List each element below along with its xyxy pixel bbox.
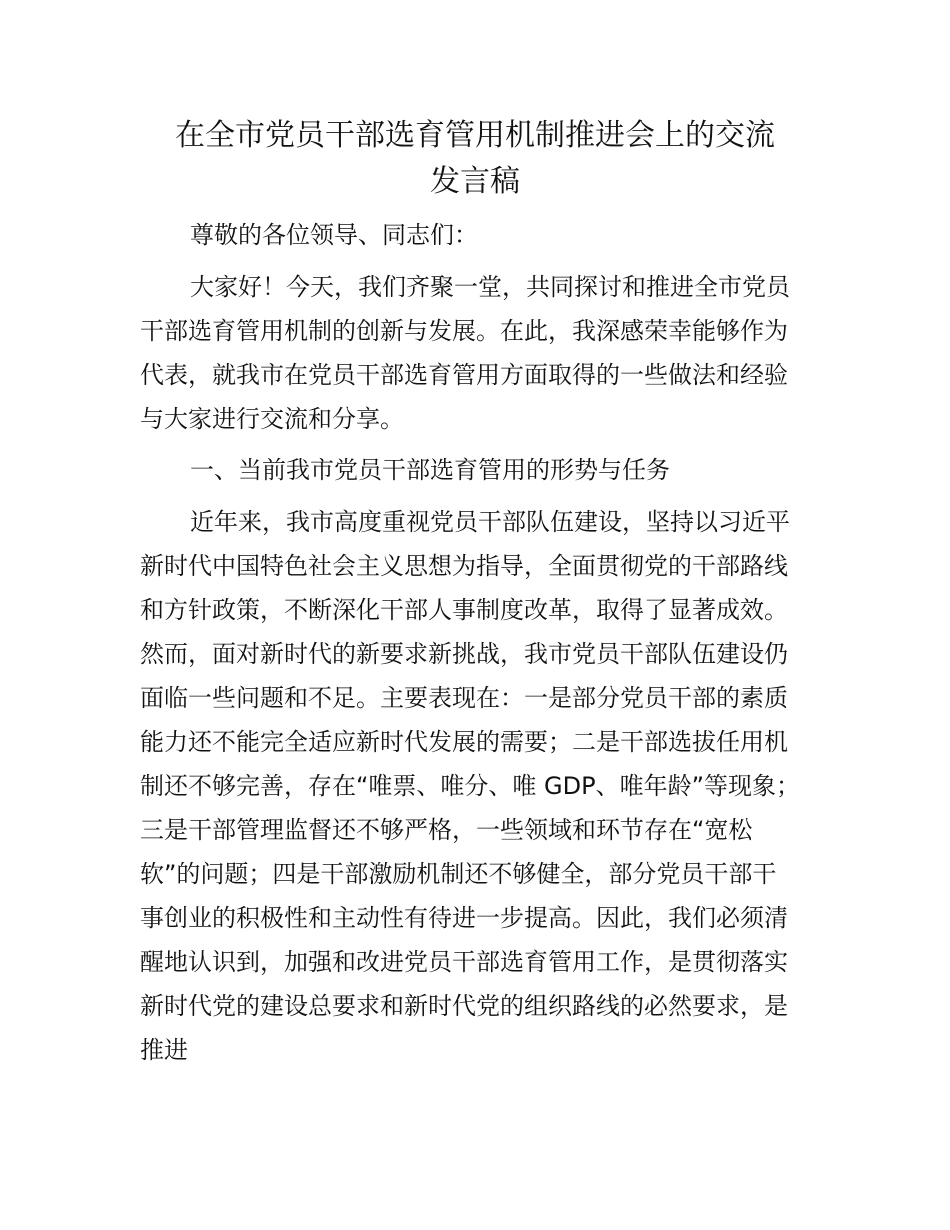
document-title-line-1: 在全市党员干部选育管用机制推进会上的交流 bbox=[175, 118, 775, 153]
paragraph-2-line-2: 新时代中国特色社会主义思想为指导，全面贯彻党的干部路线 bbox=[140, 552, 788, 580]
paragraph-2-line-11: 醒地认识到，加强和改进党员干部选育管用工作，是贯彻落实 bbox=[140, 948, 788, 976]
paragraph-1-line-2: 干部选育管用机制的创新与发展。在此，我深感荣幸能够作为 bbox=[140, 317, 788, 345]
paragraph-2-line-7: 制还不够完善，存在“唯票、唯分、唯 GDP、唯年龄”等现象； bbox=[140, 772, 801, 800]
document-title-line-2: 发言稿 bbox=[430, 164, 520, 199]
paragraph-1-line-3: 代表，就我市在党员干部选育管用方面取得的一些做法和经验 bbox=[140, 361, 788, 389]
paragraph-2-line-13: 推进 bbox=[140, 1036, 188, 1064]
paragraph-2-line-4: 然而，面对新时代的新要求新挑战，我市党员干部队伍建设仍 bbox=[140, 640, 788, 668]
paragraph-2-line-9: 软”的问题；四是干部激励机制还不够健全，部分党员干部干 bbox=[140, 860, 777, 888]
paragraph-1-line-1: 大家好！今天，我们齐聚一堂，共同探讨和推进全市党员 bbox=[190, 273, 790, 301]
paragraph-2-line-12: 新时代党的建设总要求和新时代党的组织路线的必然要求，是 bbox=[140, 992, 788, 1020]
paragraph-2-line-5: 面临一些问题和不足。主要表现在：一是部分党员干部的素质 bbox=[140, 684, 788, 712]
paragraph-2-line-8: 三是干部管理监督还不够严格，一些领域和环节存在“宽松 bbox=[140, 816, 753, 844]
paragraph-1-line-4: 与大家进行交流和分享。 bbox=[140, 405, 404, 433]
paragraph-2-line-1: 近年来，我市高度重视党员干部队伍建设，坚持以习近平 bbox=[190, 508, 790, 536]
paragraph-2-line-10: 事创业的积极性和主动性有待进一步提高。因此，我们必须清 bbox=[140, 904, 788, 932]
paragraph-2-line-3: 和方针政策，不断深化干部人事制度改革，取得了显著成效。 bbox=[140, 596, 788, 624]
paragraph-2-line-6: 能力还不能完全适应新时代发展的需要；二是干部选拔任用机 bbox=[140, 728, 788, 756]
salutation: 尊敬的各位领导、同志们： bbox=[190, 221, 478, 249]
section-heading-1: 一、当前我市党员干部选育管用的形势与任务 bbox=[190, 456, 670, 484]
